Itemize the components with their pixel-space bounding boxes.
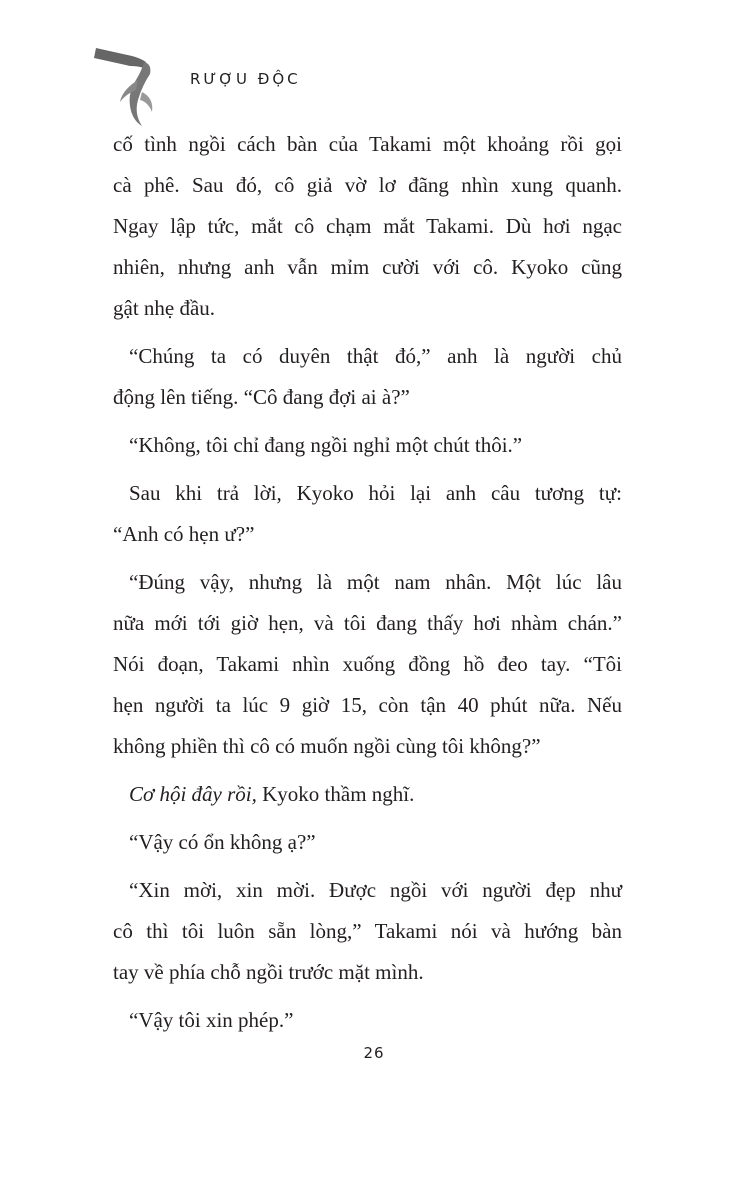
text-line — [113, 603, 622, 644]
paragraph — [113, 870, 622, 993]
italic-thought: Cơ hội đây rồi, — [129, 782, 257, 806]
text-line — [113, 644, 622, 685]
paragraph — [113, 473, 622, 555]
text-line — [113, 124, 622, 165]
line-text: cố tình ngồi cách bàn của Takami một khoảng rồi gọi — [113, 132, 622, 156]
text-line — [113, 336, 622, 377]
paragraph — [113, 774, 622, 815]
text-line — [113, 726, 622, 767]
line-text: động lên tiếng. “Cô đang đợi ai à?” — [113, 385, 410, 409]
line-text: cà phê. Sau đó, cô giả vờ lơ đãng nhìn xung quanh. — [113, 173, 622, 197]
line-text: “Vậy tôi xin phép.” — [129, 1008, 294, 1032]
pouring-bottle-icon — [92, 40, 178, 132]
line-text: gật nhẹ đầu. — [113, 296, 216, 320]
text-line — [113, 514, 622, 555]
text-line — [113, 870, 622, 911]
text-line — [113, 473, 622, 514]
text-line — [113, 206, 622, 247]
line-text: nữa mới tới giờ hẹn, và tôi đang thấy hơi nhàm chán.” — [113, 611, 622, 635]
line-text: “Vậy có ổn không ạ?” — [129, 830, 316, 854]
text-line — [113, 822, 622, 863]
text-line — [113, 165, 622, 206]
body-text — [113, 124, 622, 1048]
text-line — [113, 562, 622, 603]
text-line — [113, 911, 622, 952]
text-line — [113, 774, 622, 815]
paragraph — [113, 822, 622, 863]
text-line — [113, 288, 622, 329]
line-text: tay về phía chỗ ngồi trước mặt mình. — [113, 960, 424, 984]
line-text: Kyoko thầm nghĩ. — [256, 782, 415, 806]
line-text: Ngay lập tức, mắt cô chạm mắt Takami. Dù hơi ngạc — [113, 214, 622, 238]
paragraph — [113, 1000, 622, 1041]
text-line — [113, 377, 622, 418]
text-line — [113, 952, 622, 993]
paragraph — [113, 336, 622, 418]
paragraph — [113, 562, 622, 767]
line-text: hẹn người ta lúc 9 giờ 15, còn tận 40 phút nữa. Nếu — [113, 693, 622, 717]
paragraph — [113, 425, 622, 466]
line-text: “Xin mời, xin mời. Được ngồi với người đẹp như — [129, 878, 622, 902]
line-text: “Không, tôi chỉ đang ngồi nghỉ một chút thôi.” — [129, 433, 523, 457]
line-text: nhiên, nhưng anh vẫn mỉm cười với cô. Kyoko cũng — [113, 255, 622, 279]
line-text: “Chúng ta có duyên thật đó,” anh là người chủ — [129, 344, 622, 368]
page-number: 26 — [363, 1044, 385, 1062]
text-line — [113, 247, 622, 288]
line-text: Sau khi trả lời, Kyoko hỏi lại anh câu tương tự: — [129, 481, 622, 505]
text-line — [113, 425, 622, 466]
line-text: cô thì tôi luôn sẵn lòng,” Takami nói và hướng bàn — [113, 919, 622, 943]
running-title: RƯỢU ĐỘC — [190, 70, 301, 88]
text-line — [113, 685, 622, 726]
line-text: “Anh có hẹn ư?” — [113, 522, 255, 546]
line-text: “Đúng vậy, nhưng là một nam nhân. Một lúc lâu — [129, 570, 622, 594]
line-text: không phiền thì cô có muốn ngồi cùng tôi không?” — [113, 734, 541, 758]
text-line — [113, 1000, 622, 1041]
paragraph — [113, 124, 622, 329]
line-text: Nói đoạn, Takami nhìn xuống đồng hồ đeo tay. “Tôi — [113, 652, 622, 676]
